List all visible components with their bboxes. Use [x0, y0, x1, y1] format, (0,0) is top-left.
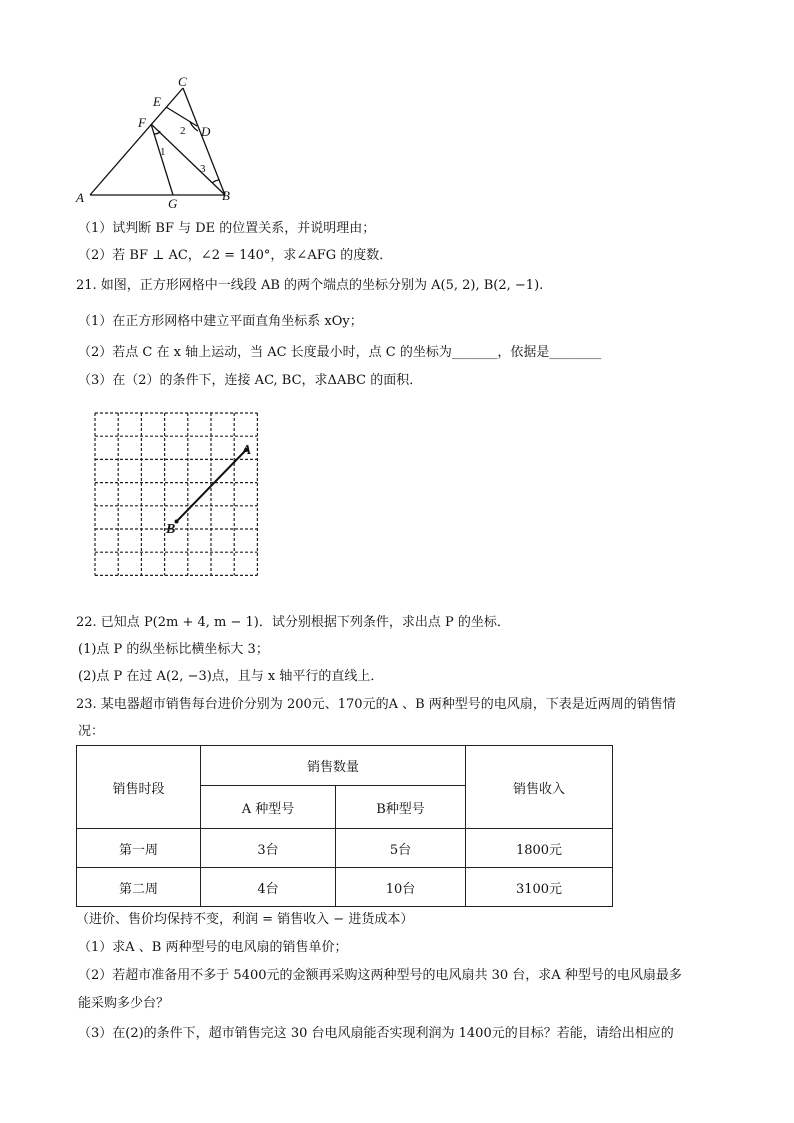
q23-part2-line1: （2）若超市准备用不多于 5400元的金额再采购这两种型号的电风扇共 30 台，求A 种型号的电风扇最多: [78, 968, 682, 983]
label-c: C: [178, 74, 187, 89]
cell-period: 第一周: [77, 829, 201, 868]
q21-part2: （2）若点 C 在 x 轴上运动，当 AC 长度最小时，点 C 的坐标为_______，依据是________: [78, 345, 602, 360]
label-angle-1: 1: [160, 146, 166, 158]
q23-part2-line2: 能采购多少台？: [78, 996, 170, 1011]
q23-part1: （1）求A 、B 两种型号的电风扇的销售单价；: [78, 940, 348, 955]
header-quantity: 销售数量: [201, 746, 466, 786]
q23-stem-line1: 23. 某电器超市销售每台进价分别为 200元、170元的A 、B 两种型号的电风扇，下表是近两周的销售情: [76, 697, 676, 712]
q22-part2: (2)点 P 在过 A(2, −3)点，且与 x 轴平行的直线上．: [78, 669, 384, 684]
table-row: [77, 829, 613, 868]
label-e: E: [153, 94, 161, 109]
q21-part1: （1）在正方形网格中建立平面直角坐标系 xOy；: [78, 314, 363, 329]
label-d: D: [201, 124, 211, 139]
grid-lines: [95, 413, 257, 575]
q21-stem: 21. 如图，正方形网格中一线段 AB 的两个端点的坐标分别为 A(5, 2), B(2, −1).: [76, 278, 544, 293]
segment-cb: [183, 88, 225, 195]
angle-3-arc: [212, 180, 219, 183]
square-grid: [90, 405, 270, 590]
grid-label-a: A: [242, 443, 252, 458]
header-type-a: A 种型号: [201, 786, 336, 829]
q20-part2: （2）若 BF ⊥ AC，∠2 = 140°，求∠AFG 的度数．: [78, 248, 393, 263]
q22-part1: (1)点 P 的纵坐标比横坐标大 3；: [78, 642, 269, 657]
q23-note: （进价、售价均保持不变，利润 = 销售收入 − 进货成本）: [76, 912, 414, 927]
angle-1-arc: [154, 131, 160, 134]
triangle-figure: [70, 70, 250, 210]
segment-ed: [166, 107, 197, 126]
label-a: A: [76, 190, 84, 205]
q21-part3: （3）在（2）的条件下，连接 AC, BC，求ΔABC 的面积．: [78, 373, 423, 388]
label-angle-3: 3: [200, 163, 206, 175]
label-f: F: [138, 115, 146, 130]
header-period: 销售时段: [77, 746, 201, 829]
cell-qty-b: 10台: [336, 868, 466, 907]
cell-qty-a: 3台: [201, 829, 336, 868]
label-b: B: [222, 188, 230, 203]
sales-table: [76, 745, 613, 907]
q23-part3: （3）在(2)的条件下，超市销售完这 30 台电风扇能否实现利润为 1400元的目标？若能，请给出相应的: [78, 1026, 674, 1041]
cell-income: 1800元: [466, 829, 613, 868]
q23-stem-line2: 况：: [78, 724, 105, 739]
table-row: [77, 868, 613, 907]
q20-part1: （1）试判断 BF 与 DE 的位置关系，并说明理由；: [78, 221, 376, 236]
cell-qty-a: 4台: [201, 868, 336, 907]
grid-label-b: B: [166, 522, 176, 537]
label-g: G: [168, 196, 178, 210]
header-type-b: B种型号: [336, 786, 466, 829]
cell-qty-b: 5台: [336, 829, 466, 868]
q22-stem: 22. 已知点 P(2m + 4, m − 1)．试分别根据下列条件，求出点 P 的坐标．: [76, 615, 510, 630]
cell-period: 第二周: [77, 868, 201, 907]
label-angle-2: 2: [180, 125, 186, 137]
header-income: 销售收入: [466, 746, 613, 829]
cell-income: 3100元: [466, 868, 613, 907]
